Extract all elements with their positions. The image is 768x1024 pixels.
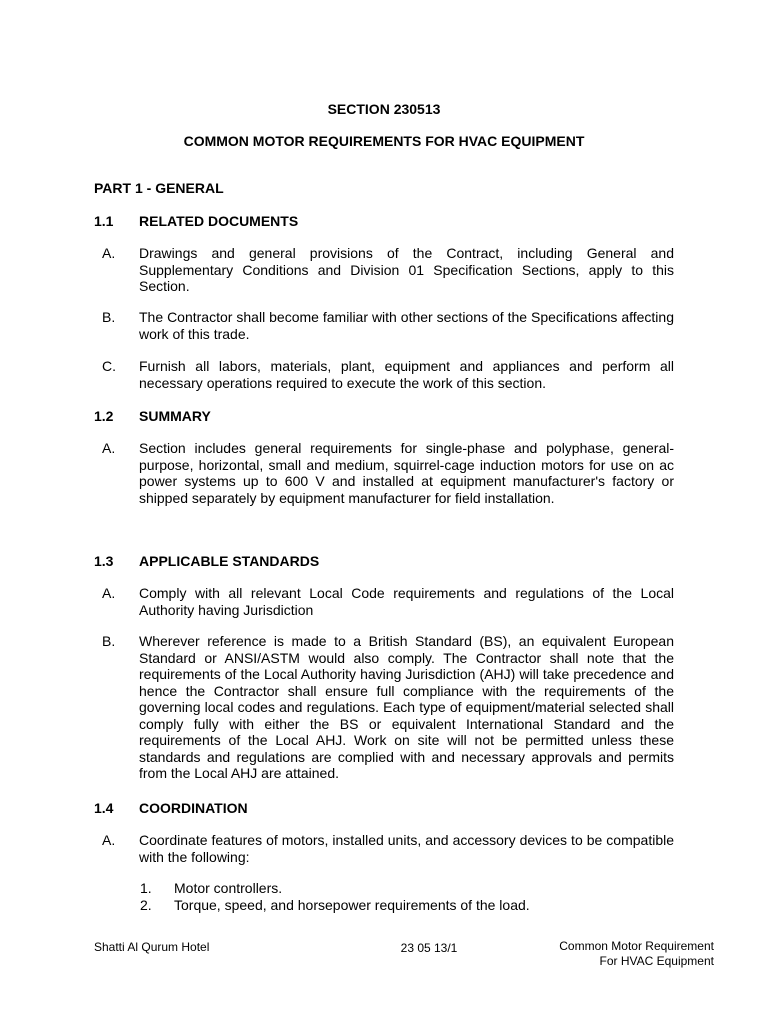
para-text: Section includes general requirements for single-phase and polyphase, general-purpose, horizontal, small and medium, squirrel-cage induction motors for use on ac power systems up to 600 V and installed at equipment manufacturer's factory or shipped separately by equipment manufacturer for field installation. [139,440,674,506]
section-number: SECTION 230513 [327,101,441,117]
para-letter: A. [102,440,116,456]
para-text: Coordinate features of motors, installed units, and accessory devices to be compatible with the following: [139,832,674,865]
para-text: Drawings and general provisions of the Contract, including General and Supplementary Conditions and Division 01 Specification Sections, apply to this Section. [139,245,674,294]
section-1-2-number: 1.2 [94,408,114,424]
section-1-3-title: APPLICABLE STANDARDS [139,553,320,569]
section-1-3-number: 1.3 [94,553,114,569]
list-item-text: Torque, speed, and horsepower requirements of the load. [174,897,530,913]
para-text: Furnish all labors, materials, plant, equipment and appliances and perform all necessary operations required to execute the work of this section. [139,358,674,391]
section-1-1-title: RELATED DOCUMENTS [139,213,299,229]
footer-page-number: 23 05 13/1 [400,941,458,955]
para-letter: A. [102,585,116,601]
list-item-number: 2. [140,897,152,913]
section-1-4-title: COORDINATION [139,800,248,816]
para-letter: B. [102,309,116,325]
footer-doc-title-line1: Common Motor Requirement [559,939,714,953]
para-text: The Contractor shall become familiar with other sections of the Specifications affecting work of this trade. [139,309,674,342]
footer-project: Shatti Al Qurum Hotel [94,940,210,954]
para-letter: C. [102,358,116,374]
section-1-2-title: SUMMARY [139,408,211,424]
document-title: COMMON MOTOR REQUIREMENTS FOR HVAC EQUIPMENT [183,133,585,149]
part-heading: PART 1 - GENERAL [94,180,224,196]
para-letter: A. [102,245,116,261]
list-item-number: 1. [140,880,152,896]
section-1-1-number: 1.1 [94,213,114,229]
para-text: Wherever reference is made to a British Standard (BS), an equivalent European Standard or ANSI/ASTM would also comply. The Contractor shall note that the requirements of the Local Authority having Jurisdiction (AHJ) will take precedence and hence the Contractor shall ensure full compliance with the requirements of the governing local codes and regulations. Each type of equipment/material selected shall comply fully with either the BS or equivalent International Standard and the requirements of the Local AHJ. Work on site will not be permitted unless these standards and regulations are complied with and necessary approvals and permits from the Local AHJ are attained. [139,633,674,781]
list-item-text: Motor controllers. [174,880,283,896]
footer-doc-title-line2: For HVAC Equipment [599,954,714,968]
section-1-4-number: 1.4 [94,800,114,816]
para-letter: A. [102,832,116,848]
para-text: Comply with all relevant Local Code requirements and regulations of the Local Authority having Jurisdiction [139,585,674,618]
para-letter: B. [102,633,116,649]
